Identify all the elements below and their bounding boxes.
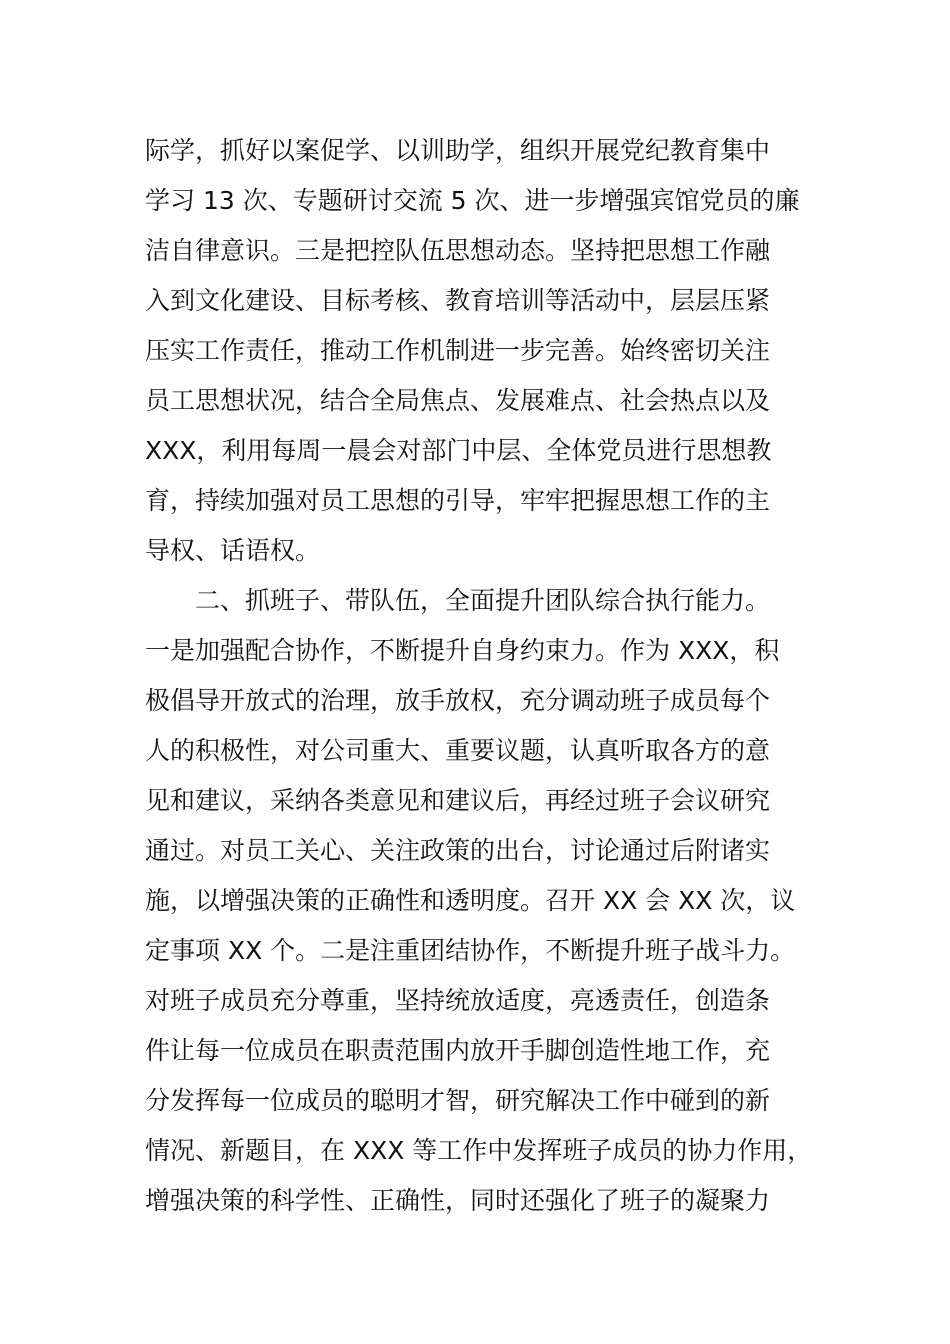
text-line: 人的积极性，对公司重大、重要议题，认真听取各方的意: [145, 736, 771, 765]
text-line: 压实工作责任，推动工作机制进一步完善。始终密切关注: [145, 336, 771, 365]
text-line: 洁自律意识。三是把控队伍思想动态。坚持把思想工作融: [145, 236, 771, 265]
text-line: 二、抓班子、带队伍，全面提升团队综合执行能力。: [195, 586, 771, 615]
text-line: 增强决策的科学性、正确性，同时还强化了班子的凝聚力: [145, 1186, 771, 1215]
text-line: 育，持续加强对员工思想的引导，牢牢把握思想工作的主: [145, 486, 771, 515]
text-line: XXX，利用每周一晨会对部门中层、全体党员进行思想教: [145, 436, 772, 465]
text-line: 际学，抓好以案促学、以训助学，组织开展党纪教育集中: [145, 136, 771, 165]
body-text: [145, 126, 845, 1226]
text-line: 通过。对员工关心、关注政策的出台，讨论通过后附诸实: [145, 836, 771, 865]
text-line: 极倡导开放式的治理，放手放权，充分调动班子成员每个: [145, 686, 771, 715]
text-line: 导权、话语权。: [145, 536, 321, 565]
text-line: 件让每一位成员在职责范围内放开手脚创造性地工作，充: [145, 1036, 771, 1065]
text-line: 学习 13 次、专题研讨交流 5 次、进一步增强宾馆党员的廉: [145, 186, 800, 215]
text-line: 入到文化建设、目标考核、教育培训等活动中，层层压紧: [145, 286, 771, 315]
text-line: 分发挥每一位成员的聪明才智，研究解决工作中碰到的新: [145, 1086, 771, 1115]
text-line: 定事项 XX 个。二是注重团结协作，不断提升班子战斗力。: [145, 936, 796, 965]
text-line: 员工思想状况，结合全局焦点、发展难点、社会热点以及: [145, 386, 771, 415]
text-line: 一是加强配合协作，不断提升自身约束力。作为 XXX，积: [145, 636, 780, 665]
text-line: 对班子成员充分尊重，坚持统放适度，亮透责任，创造条: [145, 986, 771, 1015]
text-line: 施，以增强决策的正确性和透明度。召开 XX 会 XX 次，议: [145, 886, 796, 915]
text-line: 见和建议，采纳各类意见和建议后，再经过班子会议研究: [145, 786, 771, 815]
text-line: 情况、新题目，在 XXX 等工作中发挥班子成员的协力作用，: [145, 1136, 813, 1165]
